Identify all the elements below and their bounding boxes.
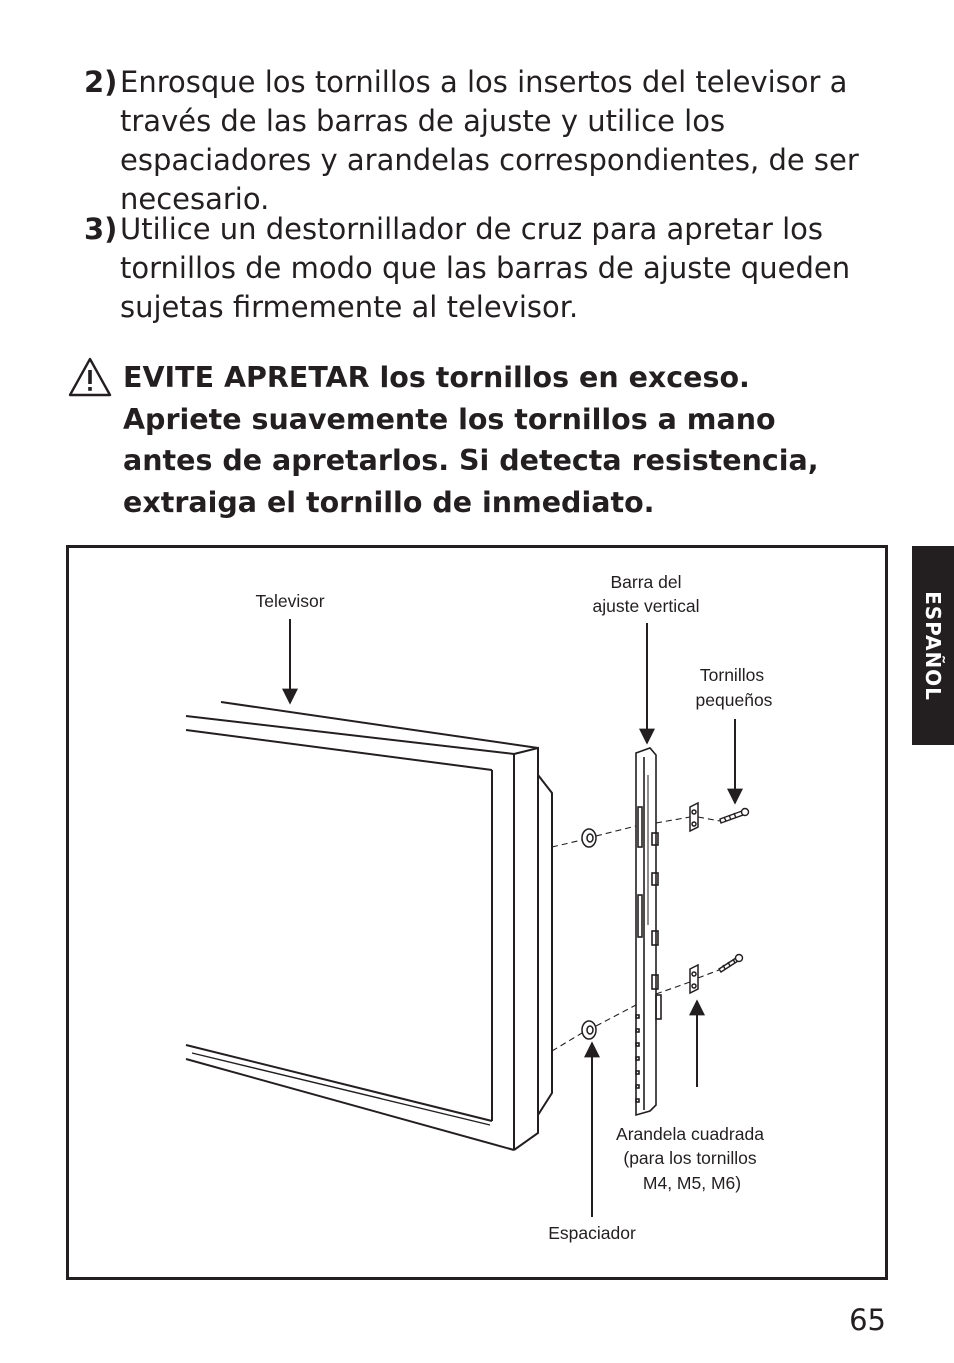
square-washer-icon — [690, 803, 698, 993]
step-text: Enrosque los tornillos a los insertos del televisor a través de las barras de ajuste y utilice los espaciadores y arandelas correspondientes, de ser necesario. — [120, 65, 859, 216]
step-number: 3) — [84, 212, 118, 246]
label-arandela-line2: (para los tornillos — [623, 1148, 757, 1168]
warning-triangle-icon — [68, 357, 112, 397]
step-2 — [84, 63, 884, 219]
label-barra-line1: Barra del — [610, 572, 682, 592]
step-3 — [84, 210, 884, 327]
label-televisor: Televisor — [255, 591, 325, 611]
diagram-frame — [68, 547, 887, 1279]
label-barra-line2: ajuste vertical — [592, 596, 700, 616]
warning-note — [68, 357, 868, 523]
vertical-adjustment-bar — [636, 748, 661, 1115]
language-tab — [912, 546, 954, 745]
small-screw-icon — [719, 809, 749, 973]
label-tornillos-line1: Tornillos — [699, 665, 765, 685]
label-arandela-line1: Arandela cuadrada — [616, 1124, 764, 1144]
warning-text: EVITE APRETAR los tornillos en exceso. Apriete suavemente los tornillos a mano antes de apretarlos. Si detecta resistencia, extraiga el tornillo de inmediato. — [123, 361, 819, 519]
television-illustration — [186, 702, 552, 1150]
installation-diagram — [66, 545, 888, 1280]
spacer-icon — [582, 829, 596, 1039]
language-tab-label: ESPAÑOL — [921, 590, 945, 701]
step-number: 2) — [84, 65, 118, 99]
step-text: Utilice un destornillador de cruz para apretar los tornillos de modo que las barras de ajuste queden sujetas firmemente al televisor. — [120, 212, 851, 324]
label-tornillos-line2: pequeños — [695, 690, 773, 710]
label-espaciador: Espaciador — [548, 1223, 636, 1243]
page-number: 65 — [849, 1303, 886, 1337]
label-arandela-line3: M4, M5, M6) — [642, 1173, 742, 1193]
